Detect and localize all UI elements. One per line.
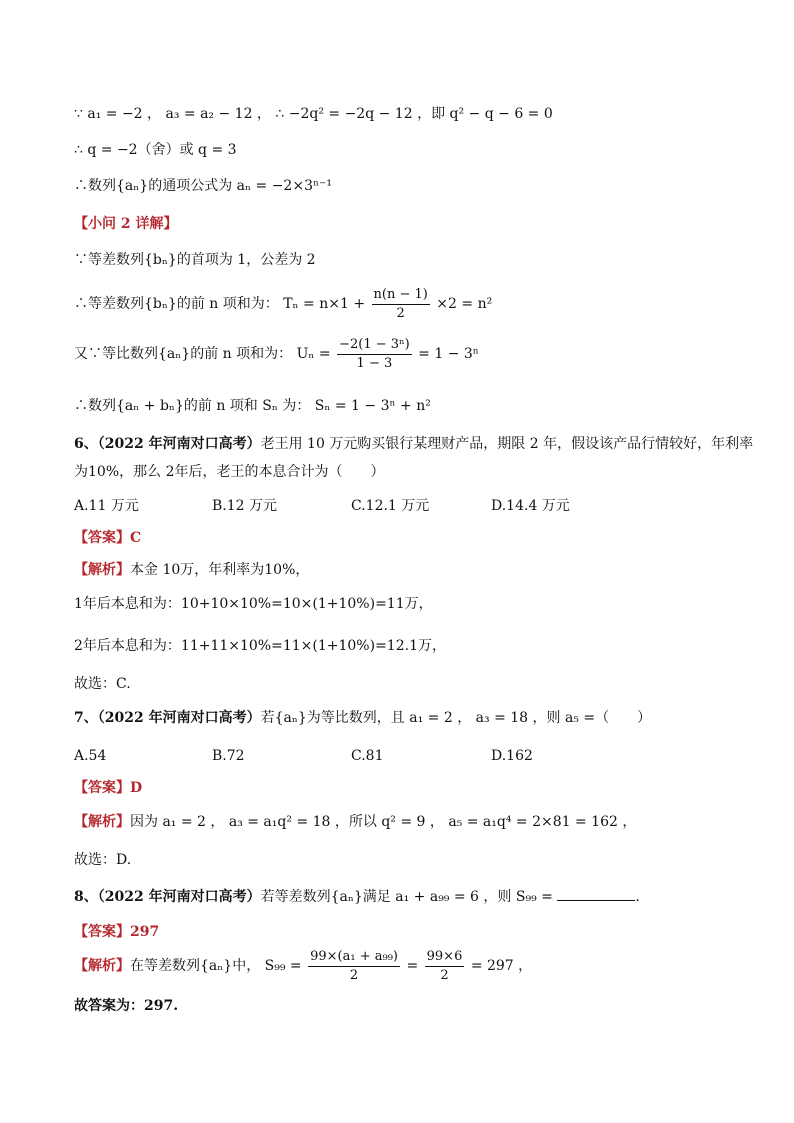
section-label-part2: 【小问 2 详解】 xyxy=(74,216,178,232)
question-6-option-d: D.14.4 万元 xyxy=(491,498,570,514)
question-7-conclusion: 故选：D. xyxy=(74,852,132,868)
analysis-fraction-2 xyxy=(425,948,465,985)
line7-denominator: 1 − 3 xyxy=(356,355,393,371)
fraction-1-numerator: 99×(a₁ + a₉₉) xyxy=(308,948,400,967)
answer-value: D xyxy=(130,780,143,796)
question-6-line-1 xyxy=(74,434,753,454)
line7-numerator: −2(1 − 3ⁿ) xyxy=(337,336,412,355)
analysis-fraction-1 xyxy=(308,948,400,985)
question-6-analysis-3: 2年后本息和为：11+11×10%=11×(1+10%)=12.1万， xyxy=(74,638,446,654)
answer-label: 【答案】 xyxy=(74,924,130,940)
question-6-option-c: C.12.1 万元 xyxy=(351,498,430,514)
answer-blank xyxy=(557,886,635,901)
equals-sign: = xyxy=(406,958,419,974)
analysis-label: 【解析】 xyxy=(74,814,130,830)
question-8-text: 若等差数列{aₙ}满足 a₁ + a₉₉ = 6 ，则 S₉₉ = xyxy=(260,889,553,905)
question-7-option-c: C.81 xyxy=(351,748,384,764)
question-6-analysis-2: 1年后本息和为：10+10×10%=10×(1+10%)=11万， xyxy=(74,596,433,612)
line6-post: ×2 = n² xyxy=(436,296,493,312)
line6-fraction xyxy=(372,286,430,323)
question-6-option-a: A.11 万元 xyxy=(74,498,139,514)
analysis-text: 本金 10万，年利率为10%， xyxy=(130,562,310,578)
analysis-label: 【解析】 xyxy=(74,958,130,974)
question-6-option-b: B.12 万元 xyxy=(212,498,278,514)
line6-pre: ∴等差数列{bₙ}的前 n 项和为： Tₙ = n×1 + xyxy=(74,296,366,312)
line7-fraction xyxy=(337,336,412,373)
solution-line-1: ∵ a₁ = −2 ， a₃ = a₂ − 12 ， ∴ −2q² = −2q − 12 ，即 q² − q − 6 = 0 xyxy=(74,106,553,122)
question-7-option-a: A.54 xyxy=(74,748,107,764)
question-7-answer xyxy=(74,778,142,798)
question-8-answer xyxy=(74,922,159,942)
solution-line-5: ∵等差数列{bₙ}的首项为 1，公差为 2 xyxy=(74,252,316,268)
fraction-1-denominator: 2 xyxy=(349,967,359,983)
question-6-text-2: 为10%，那么 2年后，老王的本息合计为（ ） xyxy=(74,464,385,480)
question-8-conclusion: 故答案为：297. xyxy=(74,998,179,1014)
question-8-head: 8、（2022 年河南对口高考） xyxy=(74,889,261,905)
question-8-period: . xyxy=(635,889,640,905)
solution-line-8: ∴数列{aₙ + bₙ}的前 n 项和 Sₙ 为： Sₙ = 1 − 3ⁿ + n² xyxy=(74,398,431,414)
question-6-answer xyxy=(74,528,141,548)
question-7-text: 若{aₙ}为等比数列，且 a₁ = 2 ， a₃ = 18 ，则 a₅ =（ ） xyxy=(260,710,652,726)
question-7-analysis xyxy=(74,812,636,832)
answer-value: C xyxy=(130,530,142,546)
question-8-line xyxy=(74,886,640,907)
question-6-conclusion: 故选：C. xyxy=(74,676,131,692)
analysis-post: = 297 ， xyxy=(470,958,533,974)
analysis-label: 【解析】 xyxy=(74,562,130,578)
solution-line-7 xyxy=(74,334,479,374)
question-6-analysis-1 xyxy=(74,560,309,580)
analysis-text: 因为 a₁ = 2 ， a₃ = a₁q² = 18 ，所以 q² = 9 ， a₅ = a₁q⁴ = 2×81 = 162 ， xyxy=(130,814,637,830)
solution-line-3: ∴数列{aₙ}的通项公式为 aₙ = −2×3ⁿ⁻¹ xyxy=(74,178,333,194)
question-7-head: 7、（2022 年河南对口高考） xyxy=(74,710,261,726)
fraction-2-denominator: 2 xyxy=(440,967,449,983)
answer-label: 【答案】 xyxy=(74,780,130,796)
answer-label: 【答案】 xyxy=(74,530,130,546)
question-7-option-b: B.72 xyxy=(212,748,245,764)
fraction-2-numerator: 99×6 xyxy=(425,948,465,967)
line6-numerator: n(n − 1) xyxy=(372,286,430,305)
analysis-pre: 在等差数列{aₙ}中， S₉₉ = xyxy=(130,958,302,974)
line6-denominator: 2 xyxy=(396,305,405,321)
line7-pre: 又∵等比数列{aₙ}的前 n 项和为： Uₙ = xyxy=(74,346,331,362)
question-8-analysis xyxy=(74,946,532,986)
question-7-line xyxy=(74,708,651,728)
solution-line-6 xyxy=(74,284,492,324)
line7-post: = 1 − 3ⁿ xyxy=(418,346,479,362)
answer-value: 297 xyxy=(130,924,160,940)
solution-line-2: ∴ q = −2（舍）或 q = 3 xyxy=(74,142,237,158)
question-7-option-d: D.162 xyxy=(491,748,533,764)
question-6-head: 6、（2022 年河南对口高考） xyxy=(74,436,261,452)
question-6-text-1: 老王用 10 万元购买银行某理财产品，期限 2 年，假设该产品行情较好，年利率 xyxy=(260,436,754,452)
